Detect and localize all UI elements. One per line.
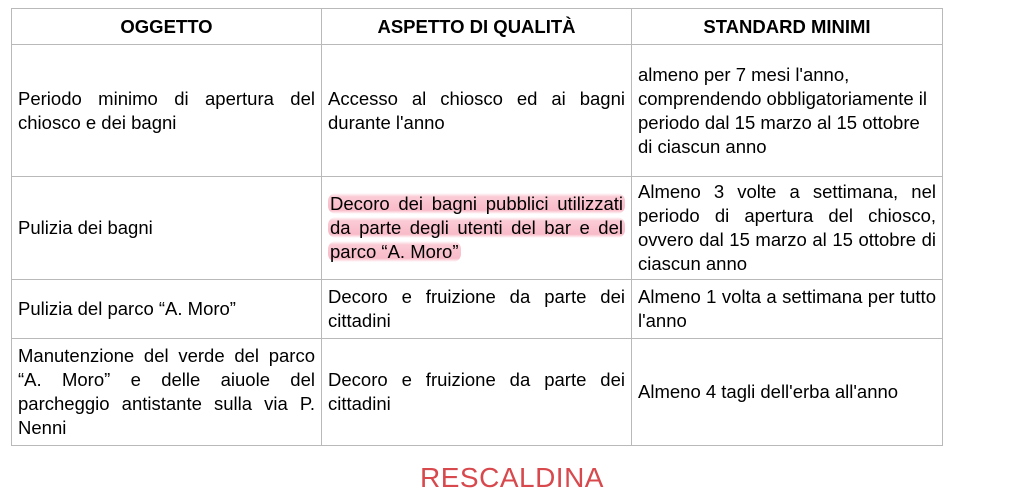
cell-standard: Almeno 4 tagli dell'erba all'anno: [632, 339, 943, 446]
cell-standard: Almeno 3 volte a settimana, nel periodo di apertura del chiosco, ovvero dal 15 marzo al 15 ottobre di ciascun anno: [632, 177, 943, 280]
cell-oggetto: Manutenzione del verde del parco “A. Moro” e delle aiuole del parcheggio antistante sulla via P. Nenni: [12, 339, 322, 446]
cell-oggetto: Pulizia del parco “A. Moro”: [12, 280, 322, 339]
table-row: [12, 45, 943, 177]
header-aspetto-di-qualita: ASPETTO DI QUALITÀ: [322, 9, 632, 45]
cell-aspetto: Decoro e fruizione da parte dei cittadini: [322, 339, 632, 446]
footer-caption: RESCALDINA: [420, 462, 604, 493]
header-standard-minimi: STANDARD MINIMI: [632, 9, 943, 45]
highlighter-mark: Decoro dei bagni pubblici utilizzati da parte degli utenti del bar e del parco “A. Moro”: [330, 193, 623, 262]
cell-oggetto: Pulizia dei bagni: [12, 177, 322, 280]
table-row: [12, 339, 943, 446]
cell-aspetto: Decoro e fruizione da parte dei cittadini: [322, 280, 632, 339]
cell-aspetto-highlighted: [322, 177, 632, 280]
header-oggetto: OGGETTO: [12, 9, 322, 45]
table-header-row: [12, 9, 943, 45]
cell-aspetto: Accesso al chiosco ed ai bagni durante l'anno: [322, 45, 632, 177]
table-row: [12, 177, 943, 280]
table-row: [12, 280, 943, 339]
quality-standards-table: [11, 8, 943, 446]
cell-standard: almeno per 7 mesi l'anno, comprendendo obbligatoriamente il periodo dal 15 marzo al 15 ottobre di ciascun anno: [632, 45, 943, 177]
cell-standard: Almeno 1 volta a settimana per tutto l'anno: [632, 280, 943, 339]
cell-oggetto: Periodo minimo di apertura del chiosco e dei bagni: [12, 45, 322, 177]
